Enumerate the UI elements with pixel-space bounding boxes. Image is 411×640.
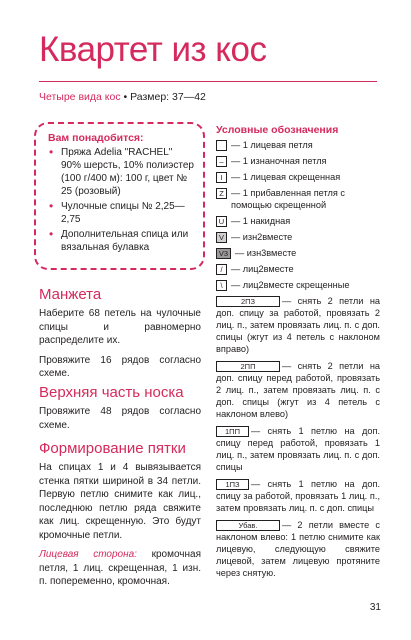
paragraph: Провяжите 16 рядов согласно схеме. — [39, 354, 201, 379]
page-number: 31 — [369, 602, 381, 613]
materials-heading: Вам понадобится: — [48, 132, 144, 144]
legend-item: V3 — изн3вместе — [216, 247, 380, 259]
cable-2pp-symbol-icon: 2ПП — [216, 361, 280, 372]
paragraph: Провяжите 48 рядов согласно схеме. — [39, 406, 201, 431]
bullet-icon: • — [49, 199, 54, 213]
materials-list — [48, 146, 195, 254]
legend-item: \ — лиц2вместе скрещенные — [216, 279, 380, 291]
materials-item: • Чулочные спицы № 2,25—2,75 — [49, 199, 185, 225]
knit2tog-twisted-symbol-icon: \ — [216, 280, 227, 291]
legend — [216, 124, 380, 584]
paragraph: Лицевая сторона: кромочная петля, 1 лиц. скрещенная, 1 изн. п. попеременно, кромочная. — [39, 549, 202, 587]
legend-cable-item: 1ПЗ — снять 1 петлю на доп. спицу за работой, провязать 1 лиц. п., затем провязать лиц. п. с доп. спицы — [216, 479, 380, 514]
legend-item: U — 1 накидная — [216, 215, 380, 227]
materials-item: • Дополнительная спица или вязальная булавка — [49, 227, 189, 253]
paragraph: Наберите 68 петель на чулочные спицы и равномерно распределите их. — [39, 308, 201, 346]
subtitle-separator: • — [120, 91, 131, 103]
paragraph: На спицах 1 и 4 вывязывается стенка пятки шириной в 34 петли. Первую петлю снимите как лиц., последнюю петлю ряда свяжите как лиц. скрещенную. Это будут кромочные петли. — [39, 462, 201, 541]
purl2tog-symbol-icon: V — [216, 232, 227, 243]
purl3tog-symbol-icon: V3 — [216, 248, 231, 259]
cable-1pp-symbol-icon: 1ПП — [216, 426, 249, 437]
title-rule — [39, 81, 377, 82]
twisted-knit-symbol-icon: I — [216, 172, 227, 183]
section-title: Манжета — [39, 286, 102, 303]
legend-item: Z — 1 прибавленная петля с помощью скрещенной — [216, 187, 380, 211]
right-side-label: Лицевая сторона: — [39, 549, 137, 560]
decrease-symbol-icon: Убав. — [216, 520, 280, 531]
legend-cable-item: 2ПП — снять 2 петли на доп. спицу перед работой, провязать 2 лиц. п., затем провязать лиц. п. с доп. спицы (жгут из 4 петель с наклоном влево) — [216, 361, 380, 420]
increase-symbol-icon: Z — [216, 188, 227, 199]
legend-item: – — 1 изнаночная петля — [216, 155, 380, 167]
legend-item: / — лиц2вместе — [216, 263, 380, 275]
page-title: Квартет из кос — [39, 30, 267, 69]
subtitle — [39, 91, 206, 103]
section-upper — [39, 384, 201, 438]
yarn-over-symbol-icon: U — [216, 216, 227, 227]
legend-title: Условные обозначения — [216, 124, 339, 136]
cable-1pz-symbol-icon: 1ПЗ — [216, 479, 249, 490]
purl-symbol-icon: – — [216, 156, 227, 167]
legend-item: — 1 лицевая петля — [216, 139, 380, 151]
knit2tog-symbol-icon: / — [216, 264, 227, 275]
subtitle-kind: Четыре вида кос — [39, 91, 121, 103]
legend-cable-item: 2ПЗ — снять 2 петли на доп. спицу за работой, провязать 2 лиц. п., затем провязать лиц. п. с доп. спицы (жгут из 4 петель с наклоном вправо) — [216, 296, 380, 355]
bullet-icon: • — [49, 227, 54, 241]
cable-2pz-symbol-icon: 2ПЗ — [216, 296, 280, 307]
subtitle-size: Размер: 37—42 — [130, 91, 206, 103]
section-cuff — [39, 286, 201, 387]
section-title: Формирование пятки — [39, 440, 186, 457]
bullet-icon: • — [49, 145, 54, 159]
legend-cable-item: Убав. — 2 петли вместе с наклоном влево: 1 петлю снимите как лицевую, следующую свяжите лицевой, затем лицевую протяните через снятую. — [216, 520, 380, 579]
legend-cable-item: 1ПП — снять 1 петлю на доп. спицу перед работой, провязать 1 лиц. п., затем провязать лиц. п. с доп. спицы — [216, 426, 380, 473]
knit-symbol-icon — [216, 140, 227, 151]
legend-item: I — 1 лицевая скрещенная — [216, 171, 380, 183]
legend-item: V — изн2вместе — [216, 231, 380, 243]
materials-item: • Пряжа Adelia "RACHEL" 90% шерсть, 10% полиэстер (100 г/400 м): 100 г, цвет № 25 (розовый) — [49, 145, 194, 197]
section-title: Верхняя часть носка — [39, 384, 184, 401]
materials-box — [34, 122, 205, 270]
section-heel — [39, 440, 201, 595]
